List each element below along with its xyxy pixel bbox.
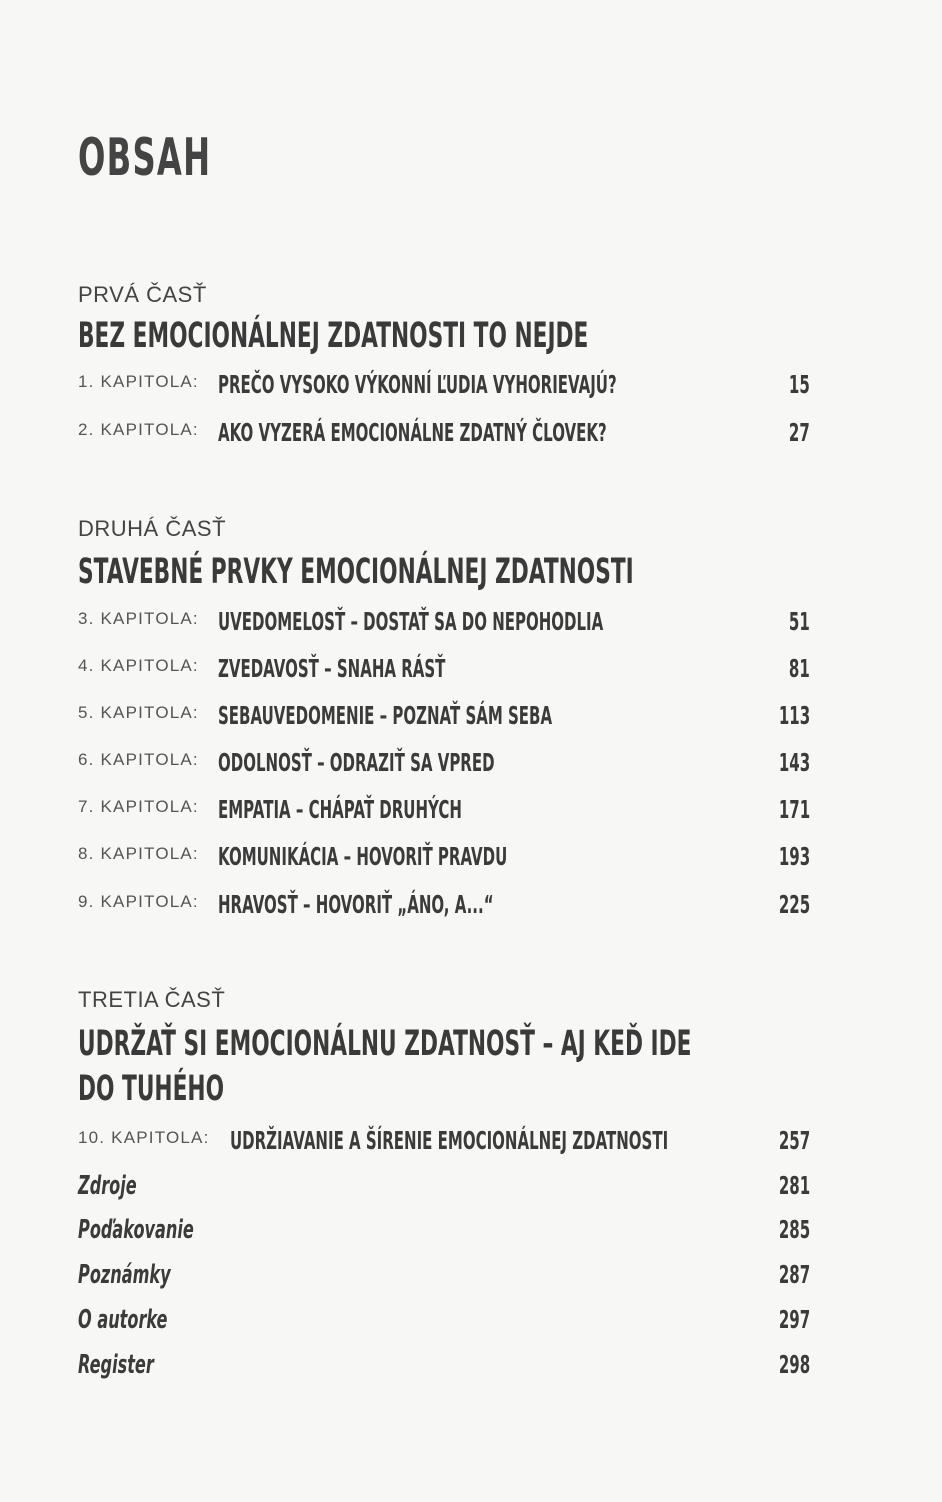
toc-entry-chapter-6[interactable]	[78, 748, 810, 780]
chapter-title: UVEDOMELOSŤ – DOSTAŤ SA DO NEPOHODLIA	[218, 607, 604, 636]
part-3-heading-line-1: UDRŽAŤ SI EMOCIONÁLNU ZDATNOSŤ – AJ KEĎ IDE	[78, 1024, 692, 1064]
page-number: 297	[778, 1305, 810, 1334]
entry-title: Poďakovanie	[78, 1215, 194, 1245]
toc-entry-chapter-5[interactable]	[78, 701, 810, 733]
chapter-title: UDRŽIAVANIE A ŠÍRENIE EMOCIONÁLNEJ ZDATNOSTI	[230, 1126, 669, 1155]
toc-entry-podakovanie[interactable]	[78, 1215, 810, 1247]
toc-entry-chapter-4[interactable]	[78, 654, 810, 686]
toc-entry-chapter-10[interactable]	[78, 1126, 810, 1158]
chapter-label: 10. KAPITOLA:	[78, 1128, 210, 1147]
toc-entry-chapter-7[interactable]	[78, 795, 810, 827]
chapter-title: EMPATIA – CHÁPAŤ DRUHÝCH	[218, 795, 462, 824]
chapter-title: SEBAUVEDOMENIE – POZNAŤ SÁM SEBA	[218, 701, 553, 730]
page-number: 51	[789, 607, 810, 636]
chapter-label: 5. KAPITOLA:	[78, 703, 199, 722]
toc-entry-chapter-1[interactable]	[78, 370, 810, 402]
part-1-heading: BEZ EMOCIONÁLNEJ ZDATNOSTI TO NEJDE	[78, 316, 589, 356]
chapter-label: 1. KAPITOLA:	[78, 372, 199, 391]
page-number: 193	[778, 842, 810, 871]
page-number: 113	[778, 701, 810, 730]
toc-entry-register[interactable]	[78, 1350, 810, 1382]
page-number: 27	[789, 418, 810, 447]
chapter-title: ODOLNOSŤ – ODRAZIŤ SA VPRED	[218, 748, 495, 777]
page-title: OBSAH	[78, 128, 212, 188]
page-number: 285	[778, 1215, 810, 1244]
part-2-heading: STAVEBNÉ PRVKY EMOCIONÁLNEJ ZDATNOSTI	[78, 552, 634, 592]
chapter-label: 3. KAPITOLA:	[78, 609, 199, 628]
page-number: 298	[778, 1350, 810, 1379]
chapter-label: 7. KAPITOLA:	[78, 797, 199, 816]
toc-entry-chapter-9[interactable]	[78, 890, 810, 922]
page-number: 171	[778, 795, 810, 824]
chapter-label: 8. KAPITOLA:	[78, 844, 199, 863]
entry-title: Zdroje	[78, 1171, 137, 1201]
page-number: 281	[778, 1171, 810, 1200]
part-2-label: DRUHÁ ČASŤ	[78, 516, 227, 541]
part-3-label: TRETIA ČASŤ	[78, 987, 226, 1012]
page-number: 143	[778, 748, 810, 777]
chapter-label: 2. KAPITOLA:	[78, 420, 199, 439]
chapter-title: ZVEDAVOSŤ – SNAHA RÁSŤ	[218, 654, 446, 683]
page-number: 15	[789, 370, 810, 399]
page-number: 257	[778, 1126, 810, 1155]
part-1-label: PRVÁ ČASŤ	[78, 282, 207, 307]
toc-entry-poznamky[interactable]	[78, 1260, 810, 1292]
entry-title: O autorke	[78, 1305, 168, 1335]
page-number: 287	[778, 1260, 810, 1289]
toc-entry-zdroje[interactable]	[78, 1171, 810, 1203]
toc-entry-chapter-8[interactable]	[78, 842, 810, 874]
entry-title: Register	[78, 1350, 154, 1380]
toc-entry-o-autorke[interactable]	[78, 1305, 810, 1337]
page-number: 81	[789, 654, 810, 683]
chapter-title: PREČO VYSOKO VÝKONNÍ ĽUDIA VYHORIEVAJÚ?	[218, 370, 617, 399]
chapter-label: 6. KAPITOLA:	[78, 750, 199, 769]
toc-entry-chapter-3[interactable]	[78, 607, 810, 639]
page-number: 225	[778, 890, 810, 919]
chapter-title: HRAVOSŤ – HOVORIŤ „ÁNO, A...“	[218, 890, 494, 919]
entry-title: Poznámky	[78, 1260, 171, 1290]
chapter-title: AKO VYZERÁ EMOCIONÁLNE ZDATNÝ ČLOVEK?	[218, 418, 607, 447]
chapter-label: 4. KAPITOLA:	[78, 656, 199, 675]
chapter-title: KOMUNIKÁCIA – HOVORIŤ PRAVDU	[218, 842, 508, 871]
toc-entry-chapter-2[interactable]	[78, 418, 810, 450]
part-3-heading-line-2: DO TUHÉHO	[78, 1069, 225, 1109]
chapter-label: 9. KAPITOLA:	[78, 892, 199, 911]
